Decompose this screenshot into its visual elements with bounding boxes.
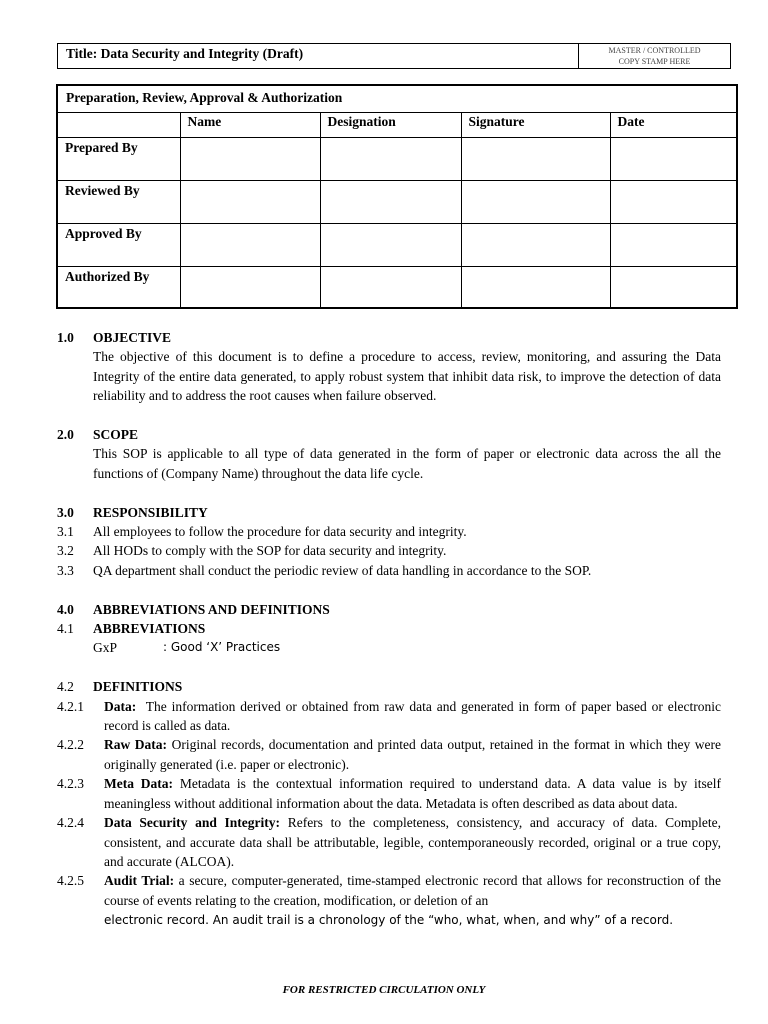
item-number: 3.2 <box>57 543 74 559</box>
signature-cell <box>461 180 610 223</box>
column-header-date: Date <box>610 113 736 137</box>
list-item <box>57 522 721 541</box>
footer-circulation-note: FOR RESTRICTED CIRCULATION ONLY <box>282 984 486 996</box>
designation-cell <box>320 180 461 223</box>
title-box <box>57 43 731 69</box>
abbreviation-term: GxP <box>93 640 118 656</box>
item-number: 3.3 <box>57 562 74 578</box>
definition-item <box>57 813 721 871</box>
signature-cell <box>461 137 610 180</box>
item-text: All HODs to comply with the SOP for data security and integrity. <box>93 543 447 559</box>
name-cell <box>180 223 320 266</box>
table-row <box>58 137 736 180</box>
approval-header-row <box>58 113 736 137</box>
item-number: 4.2.1 <box>57 698 84 714</box>
column-header-designation: Designation <box>320 113 461 137</box>
objective-paragraph <box>57 347 721 405</box>
row-label-approved-by: Approved By <box>58 223 180 266</box>
paragraph-text: This SOP is applicable to all type of data generated in the form of paper or electronic data across the all the functions of (Company Name) throughout the data life cycle. <box>93 446 721 481</box>
table-row <box>58 266 736 309</box>
date-cell <box>610 266 736 309</box>
definition-term: Meta Data: <box>104 776 174 792</box>
document-body <box>57 328 721 931</box>
definition-body: Refers to the completeness, consistency, and accuracy of data. Complete, consistent, and accurate data shall be attributable, legible, contemporaneously recorded, original or a true copy, and accurate (ALCOA). <box>104 815 722 869</box>
definition-term: Raw Data: <box>104 737 168 753</box>
abbreviation-meaning: : Good ‘X’ Practices <box>163 640 281 655</box>
definition-item <box>57 735 721 774</box>
definition-text <box>104 735 721 774</box>
list-item <box>57 541 721 560</box>
item-number: 4.2.3 <box>57 776 84 792</box>
copy-stamp-area <box>578 44 730 68</box>
section-number: 4.1 <box>57 621 74 637</box>
section-heading-objective <box>57 328 721 347</box>
section-title: ABBREVIATIONS <box>93 621 206 637</box>
signature-cell <box>461 223 610 266</box>
section-heading-responsibility <box>57 503 721 522</box>
definition-term: Data: <box>104 698 137 714</box>
date-cell <box>610 137 736 180</box>
date-cell <box>610 223 736 266</box>
definition-item <box>57 697 721 736</box>
column-header-blank <box>58 113 180 137</box>
document-title: Title: Data Security and Integrity (Draft) <box>66 46 304 61</box>
section-heading-abbreviations-definitions <box>57 600 721 619</box>
name-cell <box>180 180 320 223</box>
approval-caption: Preparation, Review, Approval & Authorization <box>58 86 736 113</box>
indent <box>57 444 93 483</box>
definition-item <box>57 774 721 813</box>
approval-grid <box>58 113 736 309</box>
table-row <box>58 180 736 223</box>
item-number: 4.2.4 <box>57 815 84 831</box>
abbreviation-row <box>57 638 721 657</box>
row-label-authorized-by: Authorized By <box>58 266 180 309</box>
stamp-line-2: COPY STAMP HERE <box>618 57 691 66</box>
section-title: OBJECTIVE <box>93 330 172 345</box>
item-number: 3.1 <box>57 524 74 540</box>
stamp-line-1: MASTER / CONTROLLED <box>608 46 701 55</box>
item-text: QA department shall conduct the periodic review of data handling in accordance to the SOP. <box>93 562 592 578</box>
name-cell <box>180 266 320 309</box>
subsection-heading-abbreviations <box>57 619 721 638</box>
section-number: 1.0 <box>57 330 74 345</box>
section-number: 2.0 <box>57 427 74 443</box>
scope-paragraph <box>57 444 721 483</box>
column-header-signature: Signature <box>461 113 610 137</box>
signature-cell <box>461 266 610 309</box>
definition-text <box>104 813 721 871</box>
list-item <box>57 561 721 580</box>
definition-item <box>57 871 721 930</box>
section-title: RESPONSIBILITY <box>93 504 208 520</box>
paragraph-text: The objective of this document is to define a procedure to access, review, monitoring, and assuring the Data Integrity of the entire data generated, to apply robust system that inhibit data risk, to improve the detection of data reliability and to address the root causes when failure observed. <box>93 349 721 404</box>
definition-body: a secure, computer-generated, time-stamped electronic record that allows for reconstruction of the course of events relating to the creation, modification, or deletion of an <box>104 873 722 908</box>
definition-text <box>104 774 721 813</box>
row-label-prepared-by: Prepared By <box>58 137 180 180</box>
definition-body-continued: electronic record. An audit trail is a chronology of the “who, what, when, and why” of a record. <box>104 913 674 928</box>
section-number: 3.0 <box>57 504 74 520</box>
designation-cell <box>320 223 461 266</box>
definition-term: Data Security and Integrity: <box>104 815 281 831</box>
designation-cell <box>320 137 461 180</box>
definition-term: Audit Trial: <box>104 873 175 889</box>
item-text: All employees to follow the procedure for data security and integrity. <box>93 524 467 540</box>
section-title: DEFINITIONS <box>93 679 183 695</box>
table-row <box>58 223 736 266</box>
section-number: 4.0 <box>57 601 74 617</box>
name-cell <box>180 137 320 180</box>
row-label-reviewed-by: Reviewed By <box>58 180 180 223</box>
date-cell <box>610 180 736 223</box>
definition-text <box>104 871 721 930</box>
subsection-heading-definitions <box>57 677 721 696</box>
definition-body: The information derived or obtained from raw data and generated in form of paper based or electronic record is called as data. <box>104 698 721 734</box>
approval-table <box>56 84 738 309</box>
section-heading-scope <box>57 425 721 444</box>
item-number: 4.2.5 <box>57 873 84 889</box>
definition-body: Metadata is the contextual information required to understand data. A data value is by itself meaningless without additional information about the data. Metadata is often described as data about data. <box>104 776 722 811</box>
section-number: 4.2 <box>57 679 74 695</box>
indent <box>57 347 93 405</box>
item-number: 4.2.2 <box>57 737 84 753</box>
definition-text <box>104 697 721 736</box>
section-title: ABBREVIATIONS AND DEFINITIONS <box>93 601 330 617</box>
section-title: SCOPE <box>93 427 139 443</box>
definition-body: Original records, documentation and printed data output, retained in the format in which they were originally generated (i.e. paper or electronic). <box>104 737 721 772</box>
designation-cell <box>320 266 461 309</box>
column-header-name: Name <box>180 113 320 137</box>
